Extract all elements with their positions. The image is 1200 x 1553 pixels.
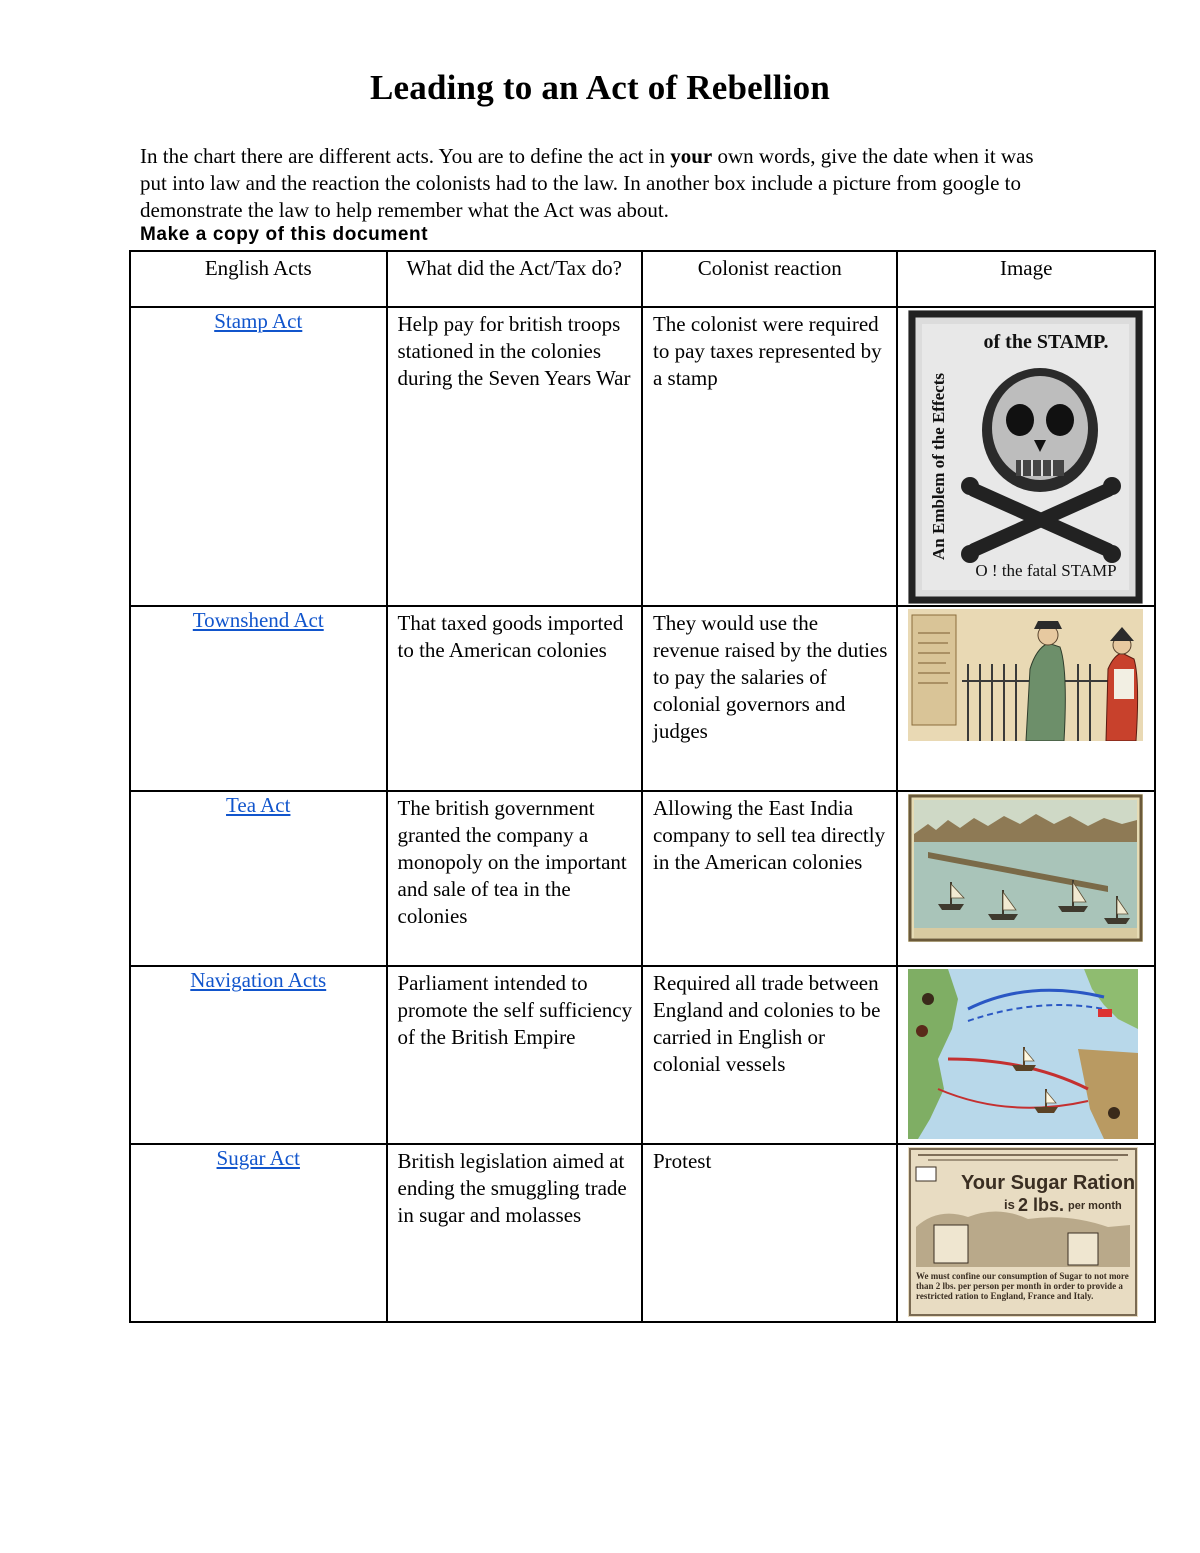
colonist-reaction-cell: Protest: [642, 1144, 897, 1322]
townshend-illustration-image: [908, 609, 1143, 741]
image-cell: [897, 791, 1155, 966]
poster-footer-text: We must confine our consumption of Sugar to not more than 2 lbs. per person per month in order to provide a restricted ration to England, France and Italy.: [916, 1271, 1130, 1301]
act-name-cell: [130, 606, 387, 791]
table-row: [130, 1144, 1155, 1322]
stamp-emblem-image: [908, 310, 1143, 604]
act-description-cell: That taxed goods imported to the American colonies: [387, 606, 642, 791]
stamp-bottom-text: O ! the fatal STAMP: [975, 561, 1118, 580]
navigation-acts-link[interactable]: Navigation Acts: [190, 968, 327, 992]
image-cell: [897, 606, 1155, 791]
colonist-reaction-cell: They would use the revenue raised by the duties to pay the salaries of colonial governors and judges: [642, 606, 897, 791]
instructions-emphasis: your: [670, 144, 713, 168]
poster-amount-suffix: per month: [1068, 1200, 1123, 1212]
table-header-row: [130, 251, 1155, 307]
harbor-engraving-image: [908, 794, 1143, 942]
poster-amount: 2 lbs.: [1018, 1195, 1065, 1215]
tea-act-link[interactable]: Tea Act: [226, 793, 291, 817]
table-row: [130, 307, 1155, 606]
act-name-cell: [130, 307, 387, 606]
act-description-cell: British legislation aimed at ending the smuggling trade in sugar and molasses: [387, 1144, 642, 1322]
act-name-cell: [130, 1144, 387, 1322]
stamp-top-text: of the STAMP.: [983, 331, 1109, 353]
townshend-act-link[interactable]: Townshend Act: [192, 608, 324, 632]
sugar-ration-poster-image: [908, 1147, 1138, 1317]
act-description-cell: The british government granted the company a monopoly on the important and sale of tea in the colonies: [387, 791, 642, 966]
stamp-act-link[interactable]: Stamp Act: [214, 309, 303, 333]
header-colonist-reaction: Colonist reaction: [642, 251, 897, 307]
header-english-acts: English Acts: [130, 251, 387, 307]
act-description-cell: Parliament intended to promote the self sufficiency of the British Empire: [387, 966, 642, 1144]
act-name-cell: [130, 966, 387, 1144]
copy-note: Make a copy of this document: [140, 224, 429, 245]
instructions-part-2: own words, give the date when it was put into law and the reaction the colonists had to the law. In another box include a picture from google to demonstrate the law to help remember what the Act was about.: [140, 144, 1034, 222]
table-row: [130, 791, 1155, 966]
header-image: Image: [897, 251, 1155, 307]
table-row: [130, 606, 1155, 791]
table-row: [130, 966, 1155, 1144]
stamp-side-text: An Emblem of the Effects: [929, 373, 949, 560]
acts-table: [129, 250, 1156, 1323]
act-name-cell: [130, 791, 387, 966]
colonist-reaction-cell: Allowing the East India company to sell tea directly in the American colonies: [642, 791, 897, 966]
instructions-part-1: In the chart there are different acts. You are to define the act in: [140, 144, 671, 168]
image-cell: [897, 966, 1155, 1144]
page-title: Leading to an Act of Rebellion: [369, 68, 831, 107]
poster-headline: Your Sugar Ration: [961, 1172, 1136, 1194]
image-cell: [897, 1144, 1155, 1322]
colonist-reaction-cell: Required all trade between England and colonies to be carried in English or colonial vessels: [642, 966, 897, 1144]
colonist-reaction-cell: The colonist were required to pay taxes represented by a stamp: [642, 307, 897, 606]
image-cell: [897, 307, 1155, 606]
trade-routes-map-image: [908, 969, 1138, 1139]
act-description-cell: Help pay for british troops stationed in the colonies during the Seven Years War: [387, 307, 642, 606]
header-act-description: What did the Act/Tax do?: [387, 251, 642, 307]
poster-amount-prefix: is: [1004, 1197, 1016, 1212]
sugar-act-link[interactable]: Sugar Act: [216, 1146, 300, 1170]
instructions-paragraph: [140, 143, 1060, 224]
